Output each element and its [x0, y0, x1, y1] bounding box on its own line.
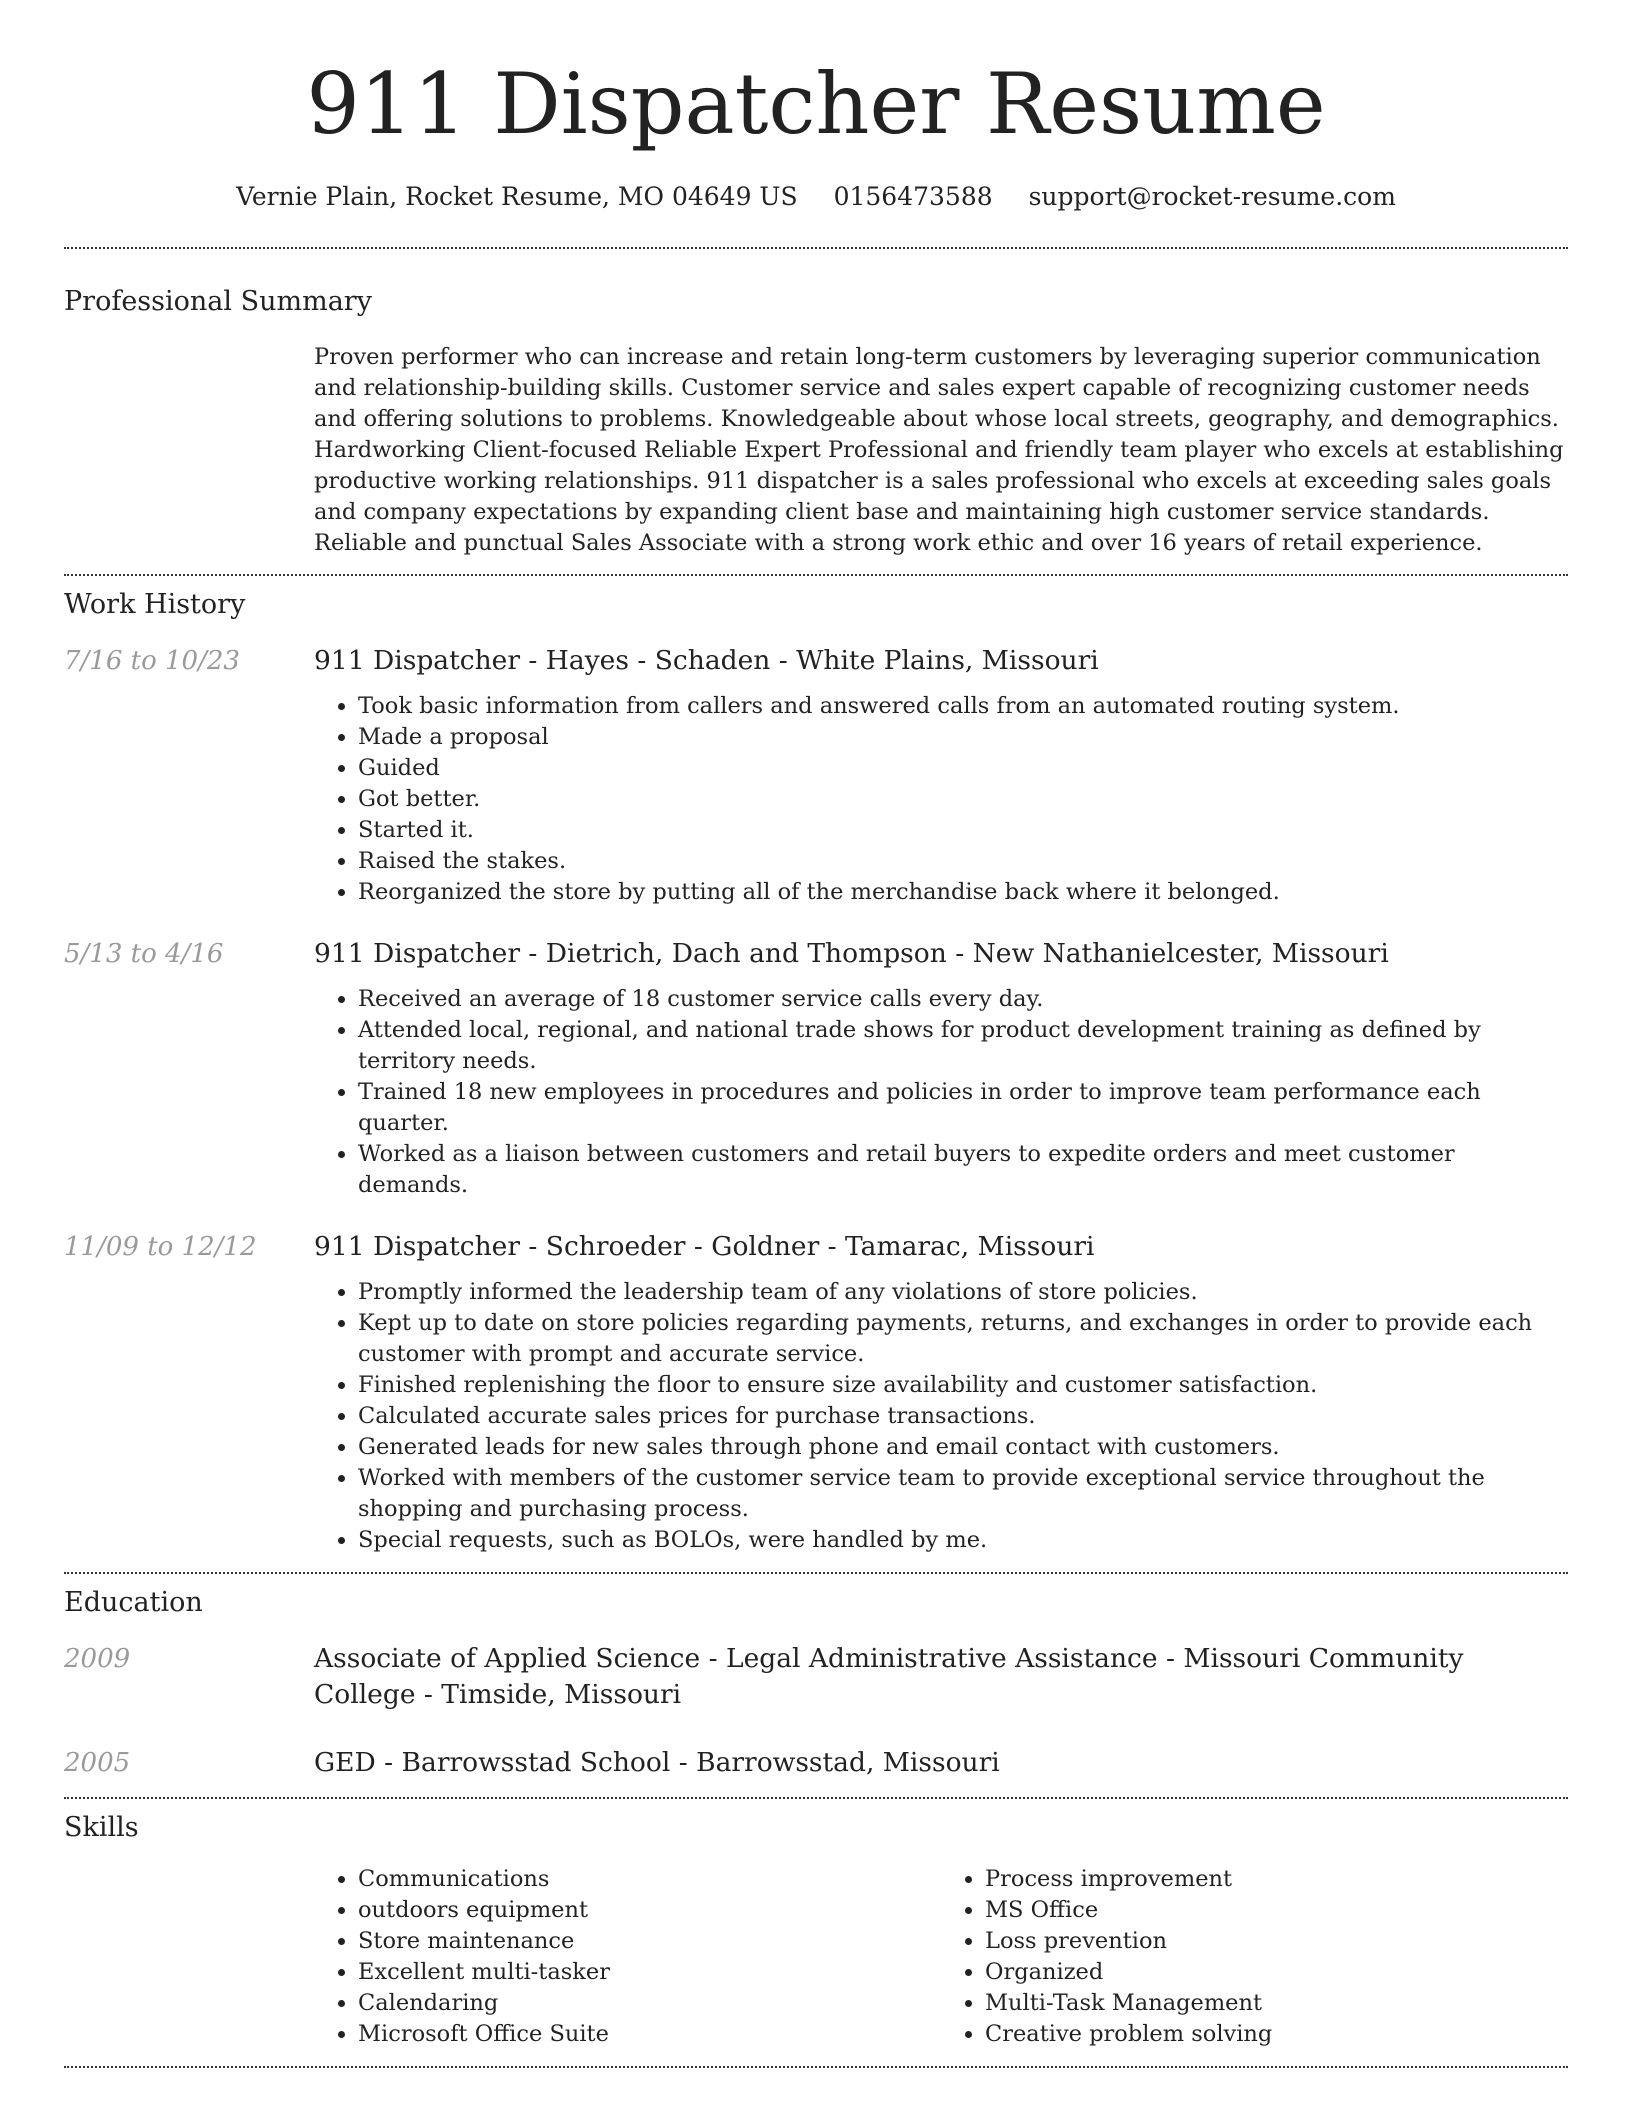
job-title: 911 Dispatcher - Dietrich, Dach and Thompson - New Nathanielcester, Missouri — [314, 938, 1389, 969]
list-item: • Worked with members of the customer service team to provide exceptional service throughout the shopping and purchasing process. — [358, 1463, 1568, 1525]
list-item: • Finished replenishing the floor to ensure size availability and customer satisfaction. — [358, 1370, 1568, 1401]
work-history-section — [64, 576, 1568, 1556]
list-item: • Process improvement — [985, 1864, 1568, 1895]
list-item: • Generated leads for new sales through phone and email contact with customers. — [358, 1432, 1568, 1463]
list-item: • Took basic information from callers and answered calls from an automated routing system. — [358, 691, 1568, 722]
job-entry — [64, 643, 1568, 908]
education-title: Associate of Applied Science - Legal Administrative Assistance - Missouri Community College - Timside, Missouri — [314, 1643, 1464, 1710]
list-item: • Loss prevention — [985, 1926, 1568, 1957]
list-item: • Multi-Task Management — [985, 1988, 1568, 2019]
list-item: • Received an average of 18 customer service calls every day. — [358, 984, 1568, 1015]
education-title: GED - Barrowsstad School - Barrowsstad, Missouri — [314, 1747, 1000, 1778]
contact-address: Vernie Plain, Rocket Resume, MO 04649 US — [236, 182, 798, 211]
list-item: • Attended local, regional, and national trade shows for product development training as defined by territory needs. — [358, 1015, 1568, 1077]
job-dates: 5/13 to 4/16 — [64, 939, 224, 969]
job-bullets — [314, 1277, 1568, 1556]
list-item: • Communications — [358, 1864, 941, 1895]
job-bullets — [314, 691, 1568, 908]
list-item: • Worked as a liaison between customers and retail buyers to expedite orders and meet customer demands. — [358, 1139, 1568, 1201]
summary-text: Proven performer who can increase and retain long-term customers by leveraging superior communication and relationship-building skills. Customer service and sales expert capable of recognizing customer needs and offering solutions to problems. Knowledgeable about whose local streets, geography, and demographics. Hardworking Client-focused Reliable Expert Professional and friendly team player who excels at establishing productive working relationships. 911 dispatcher is a sales professional who excels at exceeding sales goals and company expectations by expanding client base and maintaining high customer service standards. Reliable and punctual Sales Associate with a strong work ethic and over 16 years of retail experience. — [314, 344, 1564, 556]
contact-email: support@rocket-resume.com — [1028, 182, 1396, 211]
job-title: 911 Dispatcher - Hayes - Schaden - White Plains, Missouri — [314, 645, 1099, 676]
education-year: 2005 — [64, 1748, 131, 1778]
job-title: 911 Dispatcher - Schroeder - Goldner - Tamarac, Missouri — [314, 1231, 1095, 1262]
list-item: • Store maintenance — [358, 1926, 941, 1957]
list-item: • Made a proposal — [358, 722, 1568, 753]
skills-section — [64, 1799, 1568, 2050]
section-heading-summary: Professional Summary — [64, 286, 372, 317]
list-item: • Guided — [358, 753, 1568, 784]
education-year: 2009 — [64, 1644, 131, 1674]
contact-phone: 0156473588 — [833, 182, 993, 211]
list-item: • Organized — [985, 1957, 1568, 1988]
education-entry — [64, 1745, 1568, 1781]
list-item: • MS Office — [985, 1895, 1568, 1926]
section-heading-work: Work History — [64, 589, 246, 620]
contact-line — [64, 180, 1568, 214]
skills-list-left — [314, 1864, 941, 2050]
education-entry — [64, 1641, 1568, 1713]
list-item: • Started it. — [358, 815, 1568, 846]
list-item: • Trained 18 new employees in procedures and policies in order to improve team performance each quarter. — [358, 1077, 1568, 1139]
list-item: • Kept up to date on store policies regarding payments, returns, and exchanges in order to provide each customer with prompt and accurate service. — [358, 1308, 1568, 1370]
list-item: • Microsoft Office Suite — [358, 2019, 941, 2050]
summary-section — [64, 249, 1568, 559]
job-bullets — [314, 984, 1568, 1201]
list-item: • Excellent multi-tasker — [358, 1957, 941, 1988]
list-item: • Calculated accurate sales prices for purchase transactions. — [358, 1401, 1568, 1432]
list-item: • Creative problem solving — [985, 2019, 1568, 2050]
list-item: • Raised the stakes. — [358, 846, 1568, 877]
resume-title: 911 Dispatcher Resume — [306, 55, 1326, 153]
section-heading-skills: Skills — [64, 1812, 139, 1843]
section-heading-education: Education — [64, 1587, 203, 1618]
job-entry — [64, 936, 1568, 1201]
list-item: • Calendaring — [358, 1988, 941, 2019]
list-item: • Reorganized the store by putting all of the merchandise back where it belonged. — [358, 877, 1568, 908]
job-dates: 7/16 to 10/23 — [64, 646, 240, 676]
list-item: • Special requests, such as BOLOs, were handled by me. — [358, 1525, 1568, 1556]
job-entry — [64, 1229, 1568, 1556]
list-item: • outdoors equipment — [358, 1895, 941, 1926]
list-item: • Got better. — [358, 784, 1568, 815]
job-dates: 11/09 to 12/12 — [64, 1232, 257, 1262]
list-item: • Promptly informed the leadership team of any violations of store policies. — [358, 1277, 1568, 1308]
skills-list-right — [941, 1864, 1568, 2050]
divider — [64, 2066, 1568, 2068]
education-section — [64, 1574, 1568, 1781]
